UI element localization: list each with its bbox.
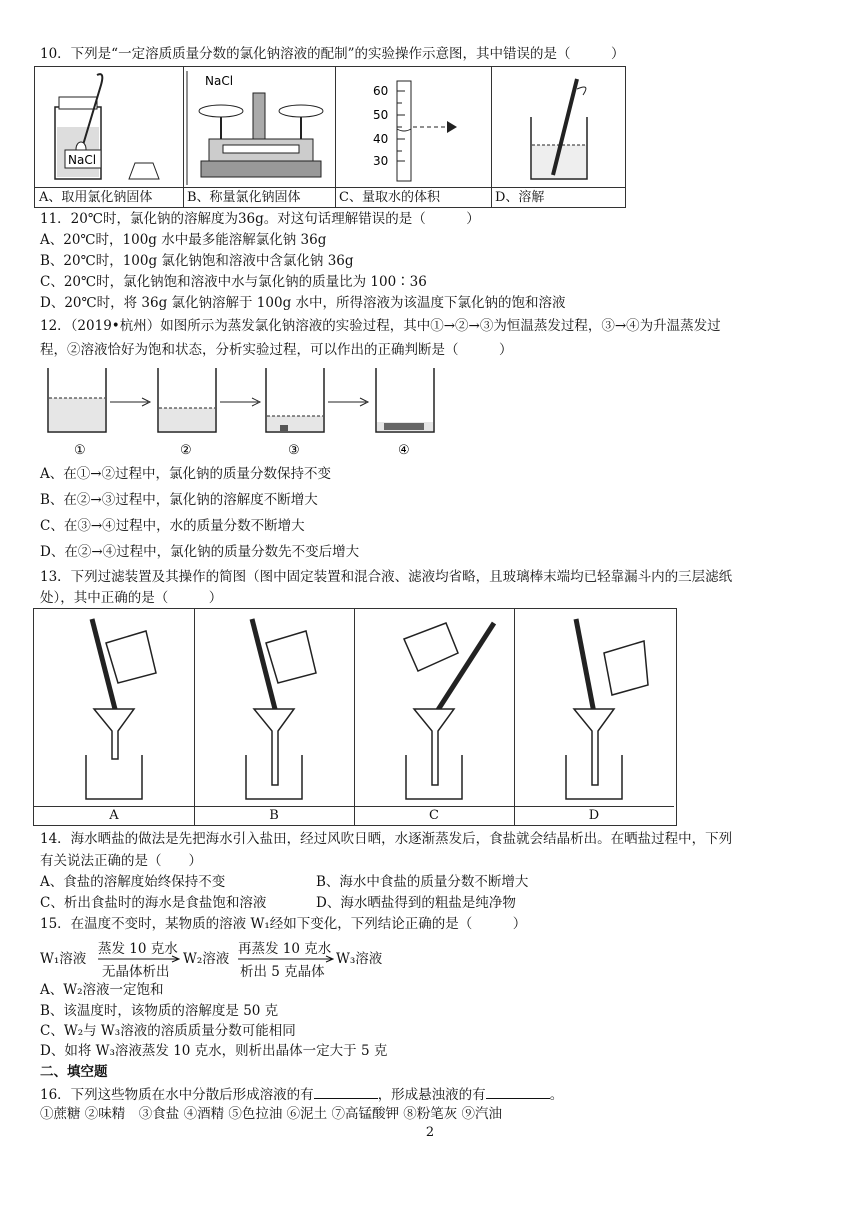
filtration-d-illustration — [514, 609, 674, 807]
q16-stem-part3: 。 — [549, 1087, 564, 1103]
svg-text:③: ③ — [288, 443, 300, 458]
q10-caption-c: C、量取水的体积 — [335, 187, 491, 207]
q13-caption-d: D — [514, 806, 674, 825]
section-heading: 二、填空题 — [40, 1064, 108, 1080]
q10-caption-b: B、称量氯化钠固体 — [183, 187, 335, 207]
q11-option-d: D、20℃时，将 36g 氯化钠溶解于 100g 水中，所得溶液为该温度下氯化钠的饱和溶液 — [40, 295, 566, 311]
q14-stem-line2: 有关说法正确的是（ ） — [40, 853, 202, 869]
q10-stem: 10．下列是“一定溶质质量分数的氯化钠溶液的配制”的实验操作示意图，其中错误的是（ ） — [40, 46, 625, 62]
q13-panel-a — [34, 609, 195, 825]
nacl-label: NaCl — [68, 153, 97, 167]
balance-nacl-label: NaCl — [205, 74, 234, 88]
blank-solution[interactable] — [314, 1084, 378, 1099]
q13-caption-b: B — [194, 806, 354, 825]
q11-option-c: C、20℃时，氯化钠饱和溶液中水与氯化钠的质量比为 100∶36 — [40, 274, 427, 290]
q15-stem: 15．在温度不变时，某物质的溶液 W₁经如下变化，下列结论正确的是（ ） — [40, 916, 527, 932]
svg-text:①: ① — [74, 443, 86, 458]
eye-icon — [447, 121, 457, 133]
q13-stem-line1: 13．下列过滤装置及其操作的简图（图中固定装置和混合液、滤液均省略，且玻璃棒末端均已轻靠漏斗内的三层滤纸 — [40, 569, 733, 585]
q13-panel-d — [514, 609, 674, 825]
q16-stem — [40, 1084, 563, 1105]
q13-figure — [33, 608, 677, 826]
beaker-3 — [266, 368, 324, 458]
q15-option-a: A、W₂溶液一定饱和 — [40, 982, 164, 998]
q15-option-b: B、该温度时，该物质的溶解度是 50 克 — [40, 1003, 279, 1019]
tick-30: 30 — [373, 154, 389, 168]
q12-stem-line2: 程，②溶液恰好为饱和状态，分析实验过程，可以作出的正确判断是（ ） — [40, 342, 513, 358]
q15-option-c: C、W₂与 W₃溶液的溶质质量分数可能相同 — [40, 1023, 296, 1039]
q13-stem-line2: 处），其中正确的是（ ） — [40, 590, 223, 606]
balance-illustration — [183, 67, 335, 187]
q14-stem-line1: 14．海水晒盐的做法是先把海水引入盐田，经过风吹日晒，水逐渐蒸发后，食盐就会结晶析出。在晒盐过程中，下列 — [40, 831, 733, 847]
q10-panel-b — [183, 67, 336, 207]
q16-items: ①蔗糖 ②味精 ③食盐 ④酒精 ⑤色拉油 ⑥泥土 ⑦高锰酸钾 ⑧粉笔灰 ⑨汽油 — [40, 1106, 503, 1122]
filtration-b-illustration — [194, 609, 354, 807]
step1-top: 蒸发 10 克水 — [98, 941, 178, 957]
step2-bottom: 析出 5 克晶体 — [240, 964, 325, 980]
tick-40: 40 — [373, 132, 389, 146]
q11-option-b: B、20℃时，100g 氯化钠饱和溶液中含氯化钠 36g — [40, 253, 354, 269]
q12-option-a: A、在①→②过程中，氯化钠的质量分数保持不变 — [40, 466, 332, 482]
q16-stem-part1: 16．下列这些物质在水中分散后形成溶液的有 — [40, 1087, 314, 1103]
beaker-4 — [376, 368, 434, 458]
q13-panel-c — [354, 609, 515, 825]
q14-option-c: C、析出食盐时的海水是食盐饱和溶液 — [40, 895, 267, 911]
q10-figure — [34, 66, 626, 208]
step2-top: 再蒸发 10 克水 — [238, 941, 332, 957]
svg-text:②: ② — [180, 443, 192, 458]
reagent-bottle-illustration — [35, 67, 183, 187]
graduated-cylinder-illustration — [335, 67, 491, 187]
page-number: 2 — [425, 1125, 435, 1140]
q14-option-a: A、食盐的溶解度始终保持不变 — [40, 874, 226, 890]
q13-caption-c: C — [354, 806, 514, 825]
tick-60: 60 — [373, 84, 389, 98]
blank-suspension[interactable] — [486, 1084, 550, 1099]
q11-option-a: A、20℃时，100g 水中最多能溶解氯化钠 36g — [40, 232, 327, 248]
tick-50: 50 — [373, 108, 389, 122]
svg-text:④: ④ — [398, 443, 410, 458]
filtration-a-illustration — [34, 609, 194, 807]
w3-label: W₃溶液 — [336, 951, 383, 967]
q12-option-d: D、在②→④过程中，氯化钠的质量分数先不变后增大 — [40, 544, 360, 560]
filtration-c-illustration — [354, 609, 514, 807]
dissolving-beaker-illustration — [491, 67, 625, 187]
q10-panel-c — [335, 67, 492, 207]
q12-stem-line1: 12．（2019•杭州）如图所示为蒸发氯化钠溶液的实验过程，其中①→②→③为恒温蒸发过程，③→④为升温蒸发过 — [40, 318, 721, 334]
beaker-2 — [158, 368, 216, 458]
evaporation-beakers-figure — [40, 362, 440, 458]
q14-option-d: D、海水晒盐得到的粗盐是纯净物 — [316, 895, 516, 911]
q12-option-c: C、在③→④过程中，水的质量分数不断增大 — [40, 518, 305, 534]
q10-panel-a — [35, 67, 184, 207]
w2-label: W₂溶液 — [183, 951, 230, 967]
q14-option-b: B、海水中食盐的质量分数不断增大 — [316, 874, 529, 890]
step1-bottom: 无晶体析出 — [102, 964, 170, 980]
w1-label: W₁溶液 — [40, 951, 87, 967]
q16-stem-part2: ，形成悬浊液的有 — [377, 1087, 486, 1103]
q12-option-b: B、在②→③过程中，氯化钠的溶解度不断增大 — [40, 492, 318, 508]
q10-caption-a: A、取用氯化钠固体 — [35, 187, 183, 207]
q15-option-d: D、如将 W₃溶液蒸发 10 克水，则析出晶体一定大于 5 克 — [40, 1043, 388, 1059]
q13-caption-a: A — [34, 806, 194, 825]
q10-caption-d: D、溶解 — [491, 187, 625, 207]
q13-panel-b — [194, 609, 355, 825]
q11-stem: 11．20℃时，氯化钠的溶解度为36g。对这句话理解错误的是（ ） — [40, 211, 480, 227]
q10-panel-d — [491, 67, 625, 207]
beaker-1 — [48, 368, 106, 458]
